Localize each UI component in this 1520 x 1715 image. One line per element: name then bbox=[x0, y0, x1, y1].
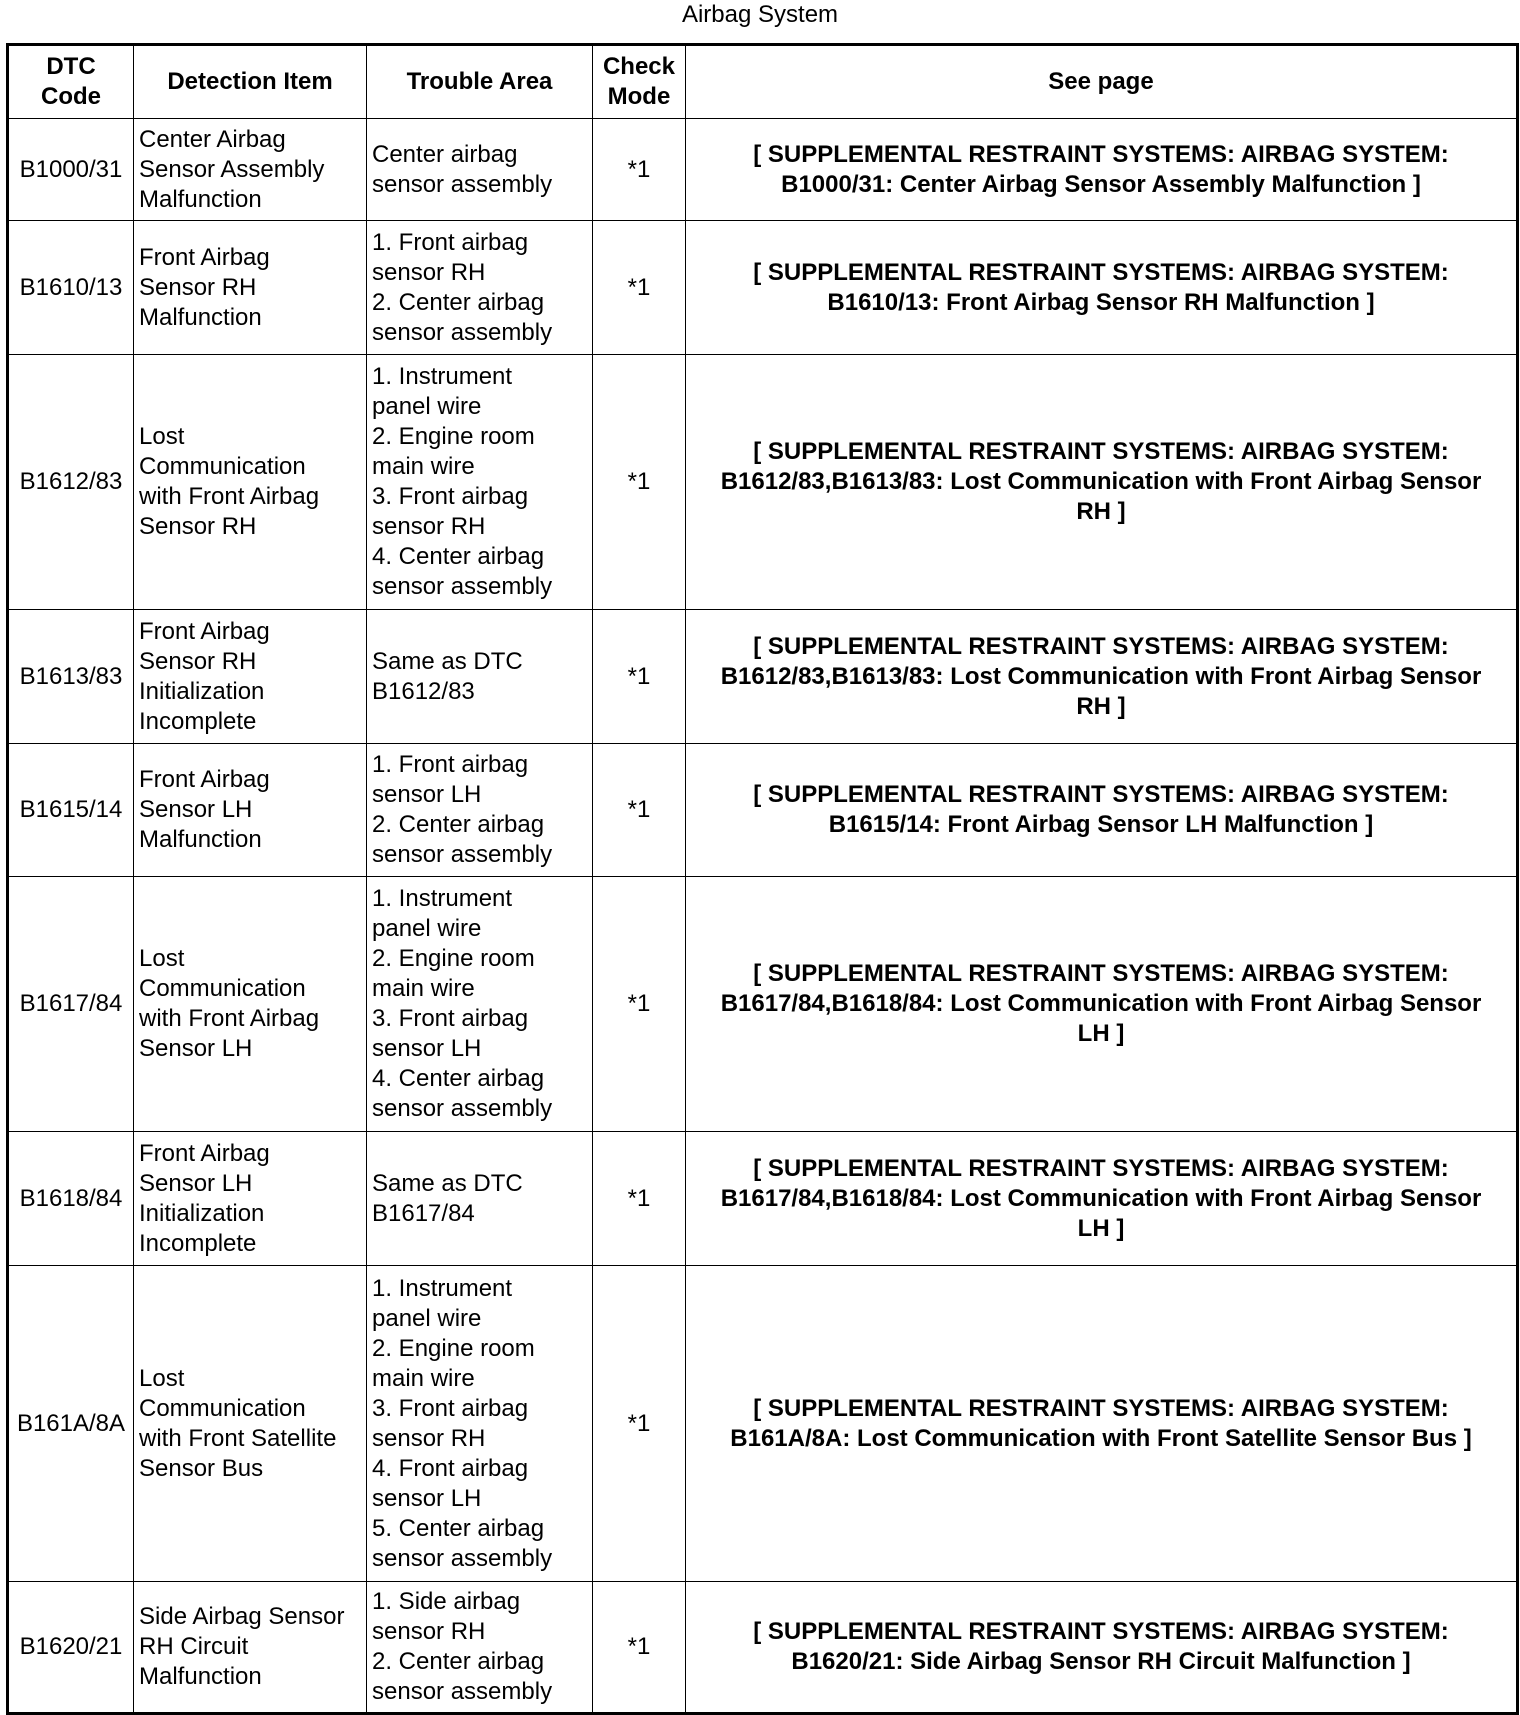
see-page-link[interactable]: [ SUPPLEMENTAL RESTRAINT SYSTEMS: AIRBAG SYSTEM: B1610/13: Front Airbag Sensor RH Malfunction ] bbox=[686, 221, 1518, 355]
dtc-code-cell: B1613/83 bbox=[8, 610, 134, 744]
table-row bbox=[8, 1132, 1518, 1266]
see-page-link[interactable]: [ SUPPLEMENTAL RESTRAINT SYSTEMS: AIRBAG SYSTEM: B1612/83,B1613/83: Lost Communication with Front Airbag Sensor RH ] bbox=[686, 355, 1518, 610]
see-page-link[interactable]: [ SUPPLEMENTAL RESTRAINT SYSTEMS: AIRBAG SYSTEM: B1615/14: Front Airbag Sensor LH Malfunction ] bbox=[686, 744, 1518, 877]
check-mode-cell: *1 bbox=[593, 744, 686, 877]
header-detection-item: Detection Item bbox=[134, 45, 367, 119]
table-row bbox=[8, 119, 1518, 221]
header-check-mode: Check Mode bbox=[593, 45, 686, 119]
header-dtc-code: DTC Code bbox=[8, 45, 134, 119]
dtc-code-cell: B1620/21 bbox=[8, 1582, 134, 1714]
trouble-area-cell: 1. Instrument panel wire 2. Engine room main wire 3. Front airbag sensor RH 4. Center airbag sensor assembly bbox=[367, 355, 593, 610]
check-mode-cell: *1 bbox=[593, 221, 686, 355]
table-row bbox=[8, 877, 1518, 1132]
table-row bbox=[8, 1266, 1518, 1582]
see-page-link[interactable]: [ SUPPLEMENTAL RESTRAINT SYSTEMS: AIRBAG SYSTEM: B161A/8A: Lost Communication with Front Satellite Sensor Bus ] bbox=[686, 1266, 1518, 1582]
dtc-code-cell: B1000/31 bbox=[8, 119, 134, 221]
dtc-code-cell: B1610/13 bbox=[8, 221, 134, 355]
table-row bbox=[8, 610, 1518, 744]
trouble-area-cell: 1. Side airbag sensor RH 2. Center airbag sensor assembly bbox=[367, 1582, 593, 1714]
table-row bbox=[8, 1582, 1518, 1714]
check-mode-cell: *1 bbox=[593, 355, 686, 610]
trouble-area-cell: 1. Front airbag sensor LH 2. Center airbag sensor assembly bbox=[367, 744, 593, 877]
dtc-code-cell: B1612/83 bbox=[8, 355, 134, 610]
detection-item-cell: Front Airbag Sensor RH Malfunction bbox=[134, 221, 367, 355]
check-mode-cell: *1 bbox=[593, 119, 686, 221]
detection-item-cell: Lost Communication with Front Airbag Sensor LH bbox=[134, 877, 367, 1132]
see-page-link[interactable]: [ SUPPLEMENTAL RESTRAINT SYSTEMS: AIRBAG SYSTEM: B1620/21: Side Airbag Sensor RH Circuit Malfunction ] bbox=[686, 1582, 1518, 1714]
header-trouble-area: Trouble Area bbox=[367, 45, 593, 119]
see-page-link[interactable]: [ SUPPLEMENTAL RESTRAINT SYSTEMS: AIRBAG SYSTEM: B1000/31: Center Airbag Sensor Assembly Malfunction ] bbox=[686, 119, 1518, 221]
trouble-area-cell: Same as DTC B1617/84 bbox=[367, 1132, 593, 1266]
detection-item-cell: Lost Communication with Front Satellite Sensor Bus bbox=[134, 1266, 367, 1582]
trouble-area-cell: 1. Instrument panel wire 2. Engine room main wire 3. Front airbag sensor RH 4. Front airbag sensor LH 5. Center airbag sensor assembly bbox=[367, 1266, 593, 1582]
table-header-row bbox=[8, 45, 1518, 119]
trouble-area-cell: 1. Instrument panel wire 2. Engine room main wire 3. Front airbag sensor LH 4. Center airbag sensor assembly bbox=[367, 877, 593, 1132]
dtc-code-cell: B1615/14 bbox=[8, 744, 134, 877]
trouble-area-cell: 1. Front airbag sensor RH 2. Center airbag sensor assembly bbox=[367, 221, 593, 355]
table-row bbox=[8, 744, 1518, 877]
check-mode-cell: *1 bbox=[593, 1582, 686, 1714]
page-title: Airbag System bbox=[681, 1, 839, 28]
table-row bbox=[8, 355, 1518, 610]
dtc-table bbox=[6, 43, 1519, 1715]
check-mode-cell: *1 bbox=[593, 610, 686, 744]
table-row bbox=[8, 221, 1518, 355]
header-see-page: See page bbox=[686, 45, 1518, 119]
check-mode-cell: *1 bbox=[593, 1132, 686, 1266]
detection-item-cell: Side Airbag Sensor RH Circuit Malfunction bbox=[134, 1582, 367, 1714]
dtc-code-cell: B1618/84 bbox=[8, 1132, 134, 1266]
detection-item-cell: Front Airbag Sensor RH Initialization Incomplete bbox=[134, 610, 367, 744]
detection-item-cell: Center Airbag Sensor Assembly Malfunction bbox=[134, 119, 367, 221]
check-mode-cell: *1 bbox=[593, 877, 686, 1132]
see-page-link[interactable]: [ SUPPLEMENTAL RESTRAINT SYSTEMS: AIRBAG SYSTEM: B1617/84,B1618/84: Lost Communication with Front Airbag Sensor LH ] bbox=[686, 877, 1518, 1132]
see-page-link[interactable]: [ SUPPLEMENTAL RESTRAINT SYSTEMS: AIRBAG SYSTEM: B1612/83,B1613/83: Lost Communication with Front Airbag Sensor RH ] bbox=[686, 610, 1518, 744]
detection-item-cell: Front Airbag Sensor LH Initialization Incomplete bbox=[134, 1132, 367, 1266]
dtc-code-cell: B161A/8A bbox=[8, 1266, 134, 1582]
see-page-link[interactable]: [ SUPPLEMENTAL RESTRAINT SYSTEMS: AIRBAG SYSTEM: B1617/84,B1618/84: Lost Communication with Front Airbag Sensor LH ] bbox=[686, 1132, 1518, 1266]
dtc-code-cell: B1617/84 bbox=[8, 877, 134, 1132]
check-mode-cell: *1 bbox=[593, 1266, 686, 1582]
detection-item-cell: Front Airbag Sensor LH Malfunction bbox=[134, 744, 367, 877]
trouble-area-cell: Center airbag sensor assembly bbox=[367, 119, 593, 221]
detection-item-cell: Lost Communication with Front Airbag Sensor RH bbox=[134, 355, 367, 610]
trouble-area-cell: Same as DTC B1612/83 bbox=[367, 610, 593, 744]
